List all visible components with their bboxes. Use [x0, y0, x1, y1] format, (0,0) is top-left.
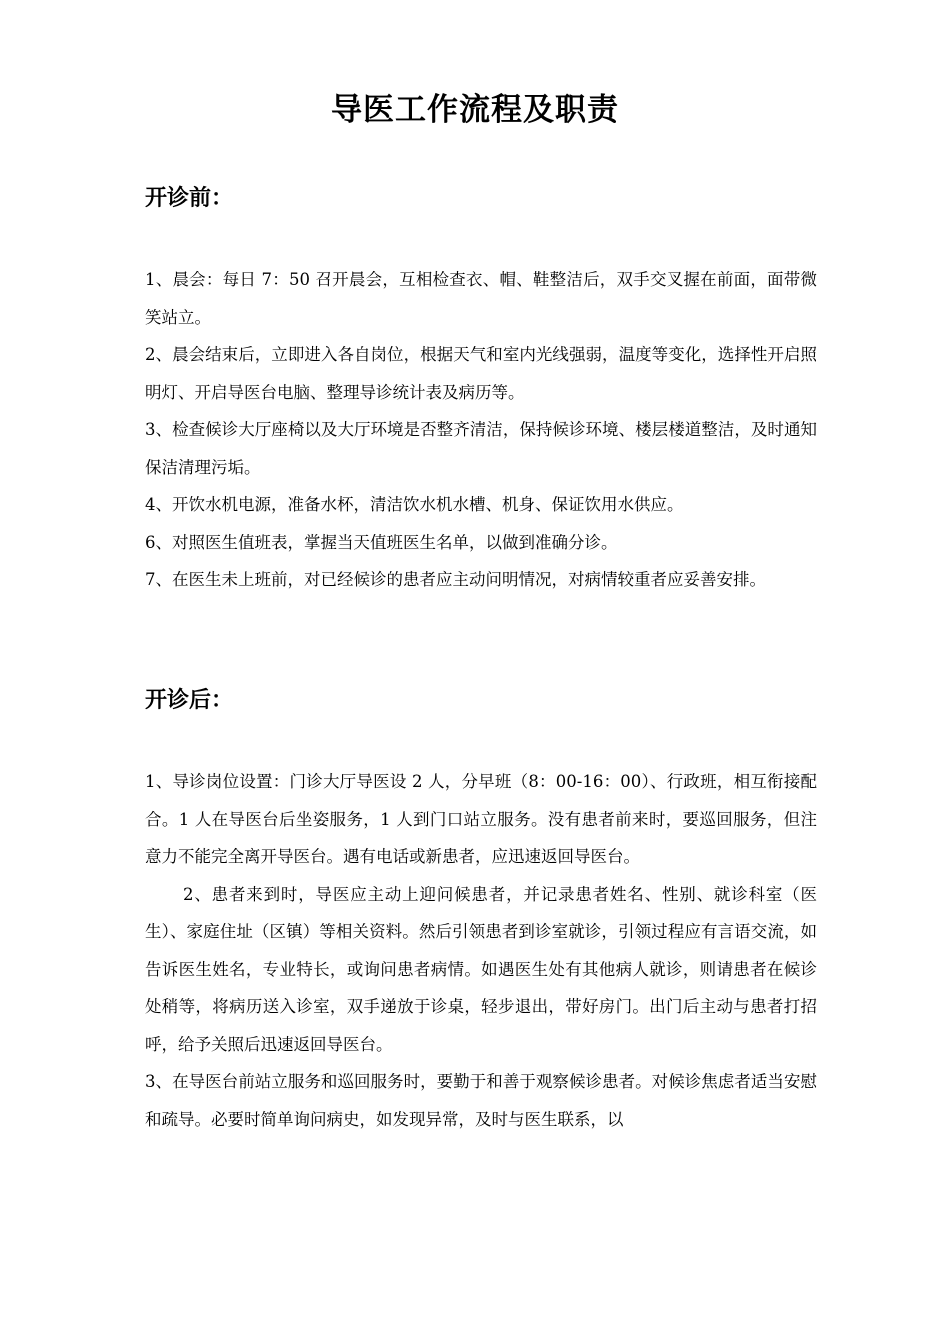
- section-heading-before-opening: 开诊前：: [145, 186, 234, 211]
- paragraph: 1、晨会：每日 7：50 召开晨会，互相检查衣、帽、鞋整洁后，双手交叉握在前面，面带微笑站立。: [145, 270, 817, 327]
- section-body-before-opening: [145, 261, 817, 599]
- paragraph: 6、对照医生值班表，掌握当天值班医生名单，以做到准确分诊。: [145, 532, 618, 552]
- paragraph: 3、检查候诊大厅座椅以及大厅环境是否整齐清洁，保持候诊环境、楼层楼道整洁，及时通知保洁清理污垢。: [145, 420, 817, 477]
- paragraph: 2、晨会结束后，立即进入各自岗位，根据天气和室内光线强弱，温度等变化，选择性开启照明灯、开启导医台电脑、整理导诊统计表及病历等。: [145, 345, 817, 402]
- paragraph: 2、患者来到时，导医应主动上迎问候患者，并记录患者姓名、性别、就诊科室（医生）、家庭住址（区镇）等相关资料。然后引领患者到诊室就诊，引领过程应有言语交流，如告诉医生姓名，专业特长，或询问患者病情。如遇医生处有其他病人就诊，则请患者在候诊处稍等，将病历送入诊室，双手递放于诊桌，轻步退出，带好房门。出门后主动与患者打招呼，给予关照后迅速返回导医台。: [145, 884, 817, 1054]
- paragraph: 4、开饮水机电源，准备水杯，清洁饮水机水槽、机身、保证饮用水供应。: [145, 495, 684, 514]
- document-title: 导医工作流程及职责: [331, 92, 619, 128]
- paragraph: 3、在导医台前站立服务和巡回服务时，要勤于和善于观察候诊患者。对候诊焦虑者适当安慰和疏导。必要时简单询问病史，如发现异常，及时与医生联系，以: [145, 1072, 817, 1129]
- section-body-after-opening: [145, 763, 817, 1138]
- paragraph: 7、在医生未上班前，对已经候诊的患者应主动问明情况，对病情较重者应妥善安排。: [145, 570, 766, 589]
- paragraph: 1、导诊岗位设置：门诊大厅导医设 2 人，分早班（8：00-16：00）、行政班，相互衔接配合。1 人在导医台后坐姿服务，1 人到门口站立服务。没有患者前来时，要巡回服务，但注意力不能完全离开导医台。遇有电话或新患者，应迅速返回导医台。: [145, 772, 817, 866]
- section-heading-after-opening: 开诊后：: [145, 688, 234, 713]
